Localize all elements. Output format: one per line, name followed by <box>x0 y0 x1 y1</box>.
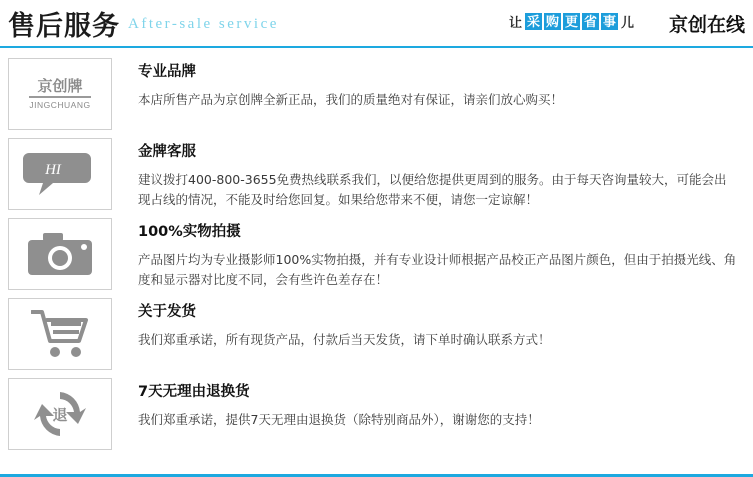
return-arrows-icon <box>8 378 112 450</box>
return-arrows-glyph <box>32 386 88 442</box>
shopping-cart-icon <box>8 298 112 370</box>
brand-wordmark: 京创在线 <box>668 14 745 36</box>
promo-char-6: 儿 <box>620 15 634 30</box>
list-item <box>8 218 745 290</box>
promo-char-5: 事 <box>602 14 616 29</box>
logo-badge-en: JINGCHUANG <box>29 100 91 111</box>
list-item <box>8 58 745 130</box>
logo-badge-cn: 京创牌 <box>29 78 90 99</box>
list-item-text <box>112 218 745 290</box>
list-item-desc: 我们郑重承诺，提供7天无理由退换货（除特别商品外），谢谢您的支持！ <box>138 412 540 427</box>
camera-glyph <box>27 231 93 277</box>
brand-logo-icon <box>8 58 112 130</box>
list-item-text <box>112 58 745 110</box>
svg-text:HI: HI <box>45 162 61 178</box>
list-item-desc: 产品图片均为专业摄影师100%实物拍摄，并有专业设计师根据产品校正产品图片颜色，但由于拍摄光线、角度和显示器对比度不同，会有些许色差存在！ <box>138 252 737 287</box>
promo-char-2: 购 <box>545 14 559 29</box>
camera-icon <box>8 218 112 290</box>
service-list <box>0 48 753 450</box>
list-item <box>8 378 745 450</box>
page-title: 售后服务 <box>8 11 120 42</box>
list-item-desc: 建议拨打400-800-3655免费热线联系我们，以便给您提供更周到的服务。由于每天咨询量较大，可能会出现占线的情况，不能及时给您回复。如果给您带来不便，请您一定谅解！ <box>138 172 727 207</box>
shopping-cart-glyph <box>31 309 89 359</box>
list-item-title: 100%实物拍摄 <box>138 224 241 240</box>
promo-char-4: 省 <box>583 14 597 29</box>
list-item-text <box>112 138 745 210</box>
list-item-desc: 我们郑重承诺，所有现货产品，付款后当天发货，请下单时确认联系方式！ <box>138 332 551 347</box>
list-item-title: 7天无理由退换货 <box>138 384 250 400</box>
promo-char-3: 更 <box>564 14 578 29</box>
page-subtitle: After-sale service <box>128 16 279 32</box>
promo-char-1: 采 <box>526 14 540 29</box>
list-item-text <box>112 378 745 430</box>
list-item <box>8 298 745 370</box>
list-item-title: 关于发货 <box>138 304 196 320</box>
list-item-title: 金牌客服 <box>138 144 196 160</box>
svg-text:退: 退 <box>52 406 68 424</box>
promo-char-0: 让 <box>508 15 522 30</box>
list-item-text <box>112 298 745 350</box>
speech-bubble-hi-icon <box>8 138 112 210</box>
list-item-title: 专业品牌 <box>138 64 196 80</box>
list-item <box>8 138 745 210</box>
promo-slogan <box>508 12 635 31</box>
page-header <box>0 0 753 48</box>
logo-badge <box>29 78 90 111</box>
list-item-desc: 本店所售产品为京创牌全新正品，我们的质量绝对有保证，请亲们放心购买！ <box>138 92 564 107</box>
speech-bubble-hi-glyph <box>23 149 97 199</box>
